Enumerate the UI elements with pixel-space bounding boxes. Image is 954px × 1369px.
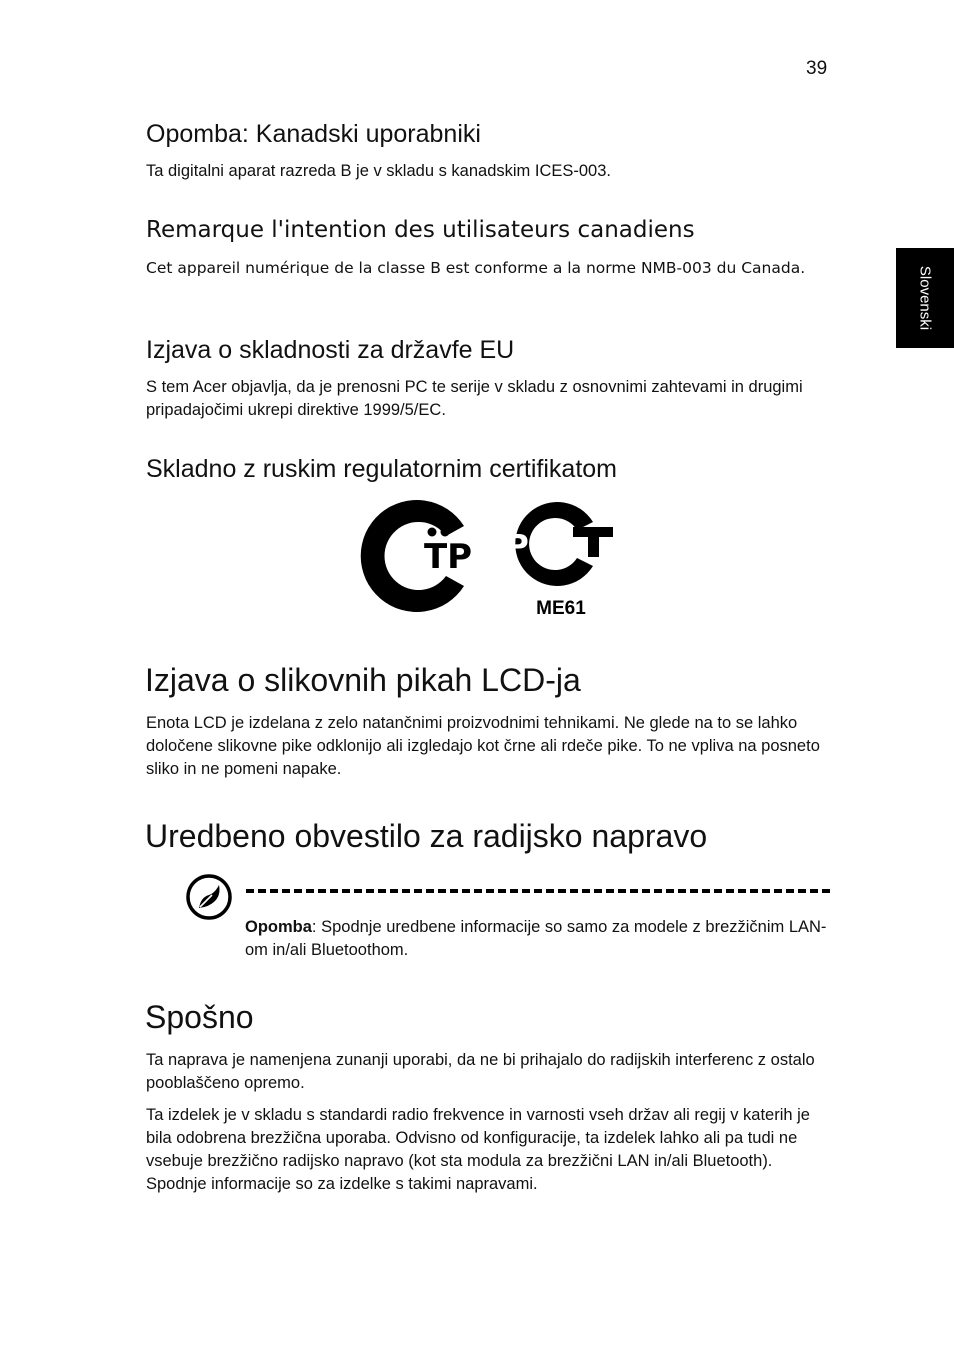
note-body: : Spodnje uredbene informacije so samo za modele z brezžičnim LAN-om in/ali Bluetoothom. [245, 918, 827, 959]
paragraph-eu-conformity: S tem Acer objavlja, da je prenosni PC te serije v skladu z osnovnimi zahtevami in drugimi pripadajočimi ukrepi direktive 1999/5/EC. [146, 378, 803, 419]
gost-r-logo [505, 500, 617, 620]
gost-r-logo-code: ME61 [536, 598, 586, 619]
paragraph-french-notice: Cet appareil numérique de la classe B est conforme a la norme NMB-003 du Canada. [146, 259, 806, 277]
heading-french-notice: Remarque l'intention des utilisateurs canadiens [146, 217, 695, 243]
heading-general: Spošno [145, 999, 254, 1035]
paragraph-general-2: Ta izdelek je v skladu s standardi radio frekvence in varnosti vseh držav ali regij v katerih je bila odobrena brezžična uporaba. Odvisno od konfiguracije, ta izdelek lahko ali pa tudi ne vsebuje brezžično radijsko napravo (kot sta modula za brezžični LAN in/ali Bluetooth). Spodnje informacije so za izdelke s takimi napravami. [146, 1106, 810, 1193]
page-number: 39 [806, 58, 828, 79]
note-label: Opomba [245, 918, 312, 936]
gost-r-logo-letters: РСТ [506, 529, 572, 564]
eac-tr-logo [350, 500, 485, 612]
paragraph-general-1: Ta naprava je namenjena zunanji uporabi, da ne bi prihajalo do radijskih interferenc z ostalo pooblaščeno opremo. [146, 1051, 815, 1092]
language-tab-label: Slovenski [916, 265, 934, 331]
heading-radio-notice: Uredbeno obvestilo za radijsko napravo [145, 818, 708, 854]
note-text [245, 916, 830, 962]
paragraph-lcd-pixel: Enota LCD je izdelana z zelo natančnimi proizvodnimi tehnikami. Ne glede na to se lahko določene slikovne pike odklonijo ali izgledajo kot črne ali rdeče pike. To ne vpliva na posneto sliko in ne pomeni napake. [146, 714, 820, 778]
heading-lcd-pixel: Izjava o slikovnih pikah LCD-ja [145, 662, 581, 698]
paragraph-canadian-users: Ta digitalni aparat razreda B je v skladu s kanadskim ICES-003. [146, 162, 611, 180]
heading-eu-conformity: Izjava o skladnosti za državfe EU [146, 336, 515, 364]
eac-tr-logo-letters: ТР [423, 537, 473, 577]
heading-russian-certificate: Skladno z ruskim regulatornim certifikatom [146, 455, 617, 483]
note-divider [246, 889, 830, 893]
language-tab [896, 248, 954, 348]
heading-canadian-users: Opomba: Kanadski uporabniki [146, 120, 481, 148]
note-icon [185, 873, 233, 921]
